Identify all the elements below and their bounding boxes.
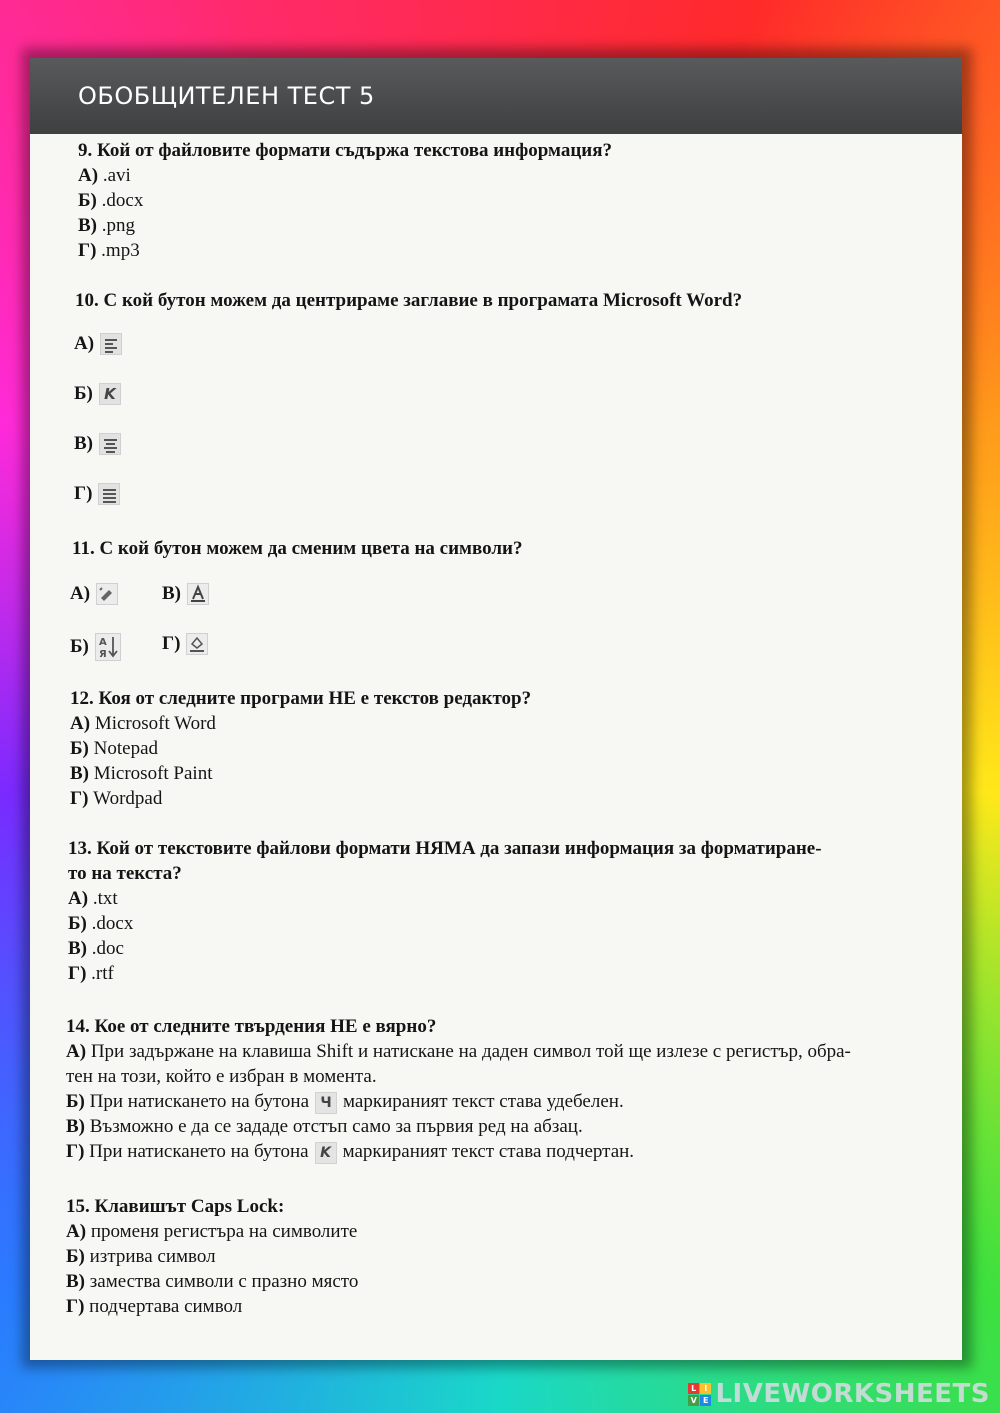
question-13-title-line-2: то на текста? [68, 863, 182, 884]
question-15-option-b[interactable]: Б) изтрива символ [66, 1246, 216, 1267]
question-15-option-a[interactable]: А) променя регистъра на символите [66, 1221, 358, 1242]
question-15-title: 15. Клавишът Caps Lock: [66, 1196, 285, 1217]
underline-key-icon: Ч [315, 1092, 337, 1114]
align-center-icon [99, 433, 121, 455]
svg-text:Я: Я [98, 649, 107, 660]
question-10-option-b[interactable]: Б) K [74, 383, 121, 405]
italic-key-icon: K [315, 1142, 337, 1164]
question-9-option-a[interactable]: А) .avi [78, 165, 131, 186]
question-9-option-d[interactable]: Г) .mp3 [78, 240, 140, 261]
question-9-option-b[interactable]: Б) .docx [78, 190, 144, 211]
question-12-option-a[interactable]: А) Microsoft Word [70, 713, 216, 734]
question-10-option-c[interactable]: В) [74, 433, 121, 455]
page-title: ОБОБЩИТЕЛЕН ТЕСТ 5 [78, 82, 375, 110]
worksheet-page [30, 58, 962, 1360]
question-9 [78, 138, 612, 263]
liveworksheets-watermark [688, 1379, 990, 1409]
justify-icon [98, 483, 120, 505]
svg-text:A: A [98, 637, 107, 648]
question-15-option-c[interactable]: В) замества символи с празно място [66, 1271, 359, 1292]
header-bar [30, 58, 962, 134]
question-11-option-b[interactable]: Б) A Я [70, 633, 121, 661]
text-highlight-icon [96, 583, 118, 605]
question-14 [66, 1014, 946, 1164]
watermark-text: LIVEWORKSHEETS [715, 1379, 990, 1409]
question-14-option-d[interactable]: Г) При натискането на бутона K маркираният текст става подчертан. [66, 1141, 635, 1162]
question-15 [66, 1194, 358, 1319]
question-13-option-a[interactable]: А) .txt [68, 888, 118, 909]
italic-icon: K [99, 383, 121, 405]
question-13-option-d[interactable]: Г) .rtf [68, 963, 114, 984]
question-13-option-b[interactable]: Б) .docx [68, 913, 134, 934]
question-15-option-d[interactable]: Г) подчертава символ [66, 1296, 243, 1317]
question-10-option-d[interactable]: Г) [74, 483, 120, 505]
shading-icon [186, 633, 208, 655]
question-12-title: 12. Коя от следните програми НЕ е текстов редактор? [70, 688, 532, 709]
sort-az-icon [95, 633, 121, 661]
question-9-title: 9. Кой от файловите формати съдържа текстова информация? [78, 140, 613, 161]
question-12-option-c[interactable]: В) Microsoft Paint [70, 763, 213, 784]
question-14-option-c[interactable]: В) Възможно е да се зададе отстъп само за първия ред на абзац. [66, 1116, 583, 1137]
question-13-title-line-1: 13. Кой от текстовите файлови формати НЯМА да запази информация за форматиране- [68, 838, 822, 859]
question-10-title: 10. С кой бутон можем да центрираме заглавие в програмата Microsoft Word? [75, 290, 743, 311]
liveworksheets-logo-icon: L I V E [688, 1383, 711, 1406]
question-12-option-b[interactable]: Б) Notepad [70, 738, 159, 759]
question-11-option-d[interactable]: Г) [162, 633, 208, 655]
question-14-option-b[interactable]: Б) При натискането на бутона Ч маркираният текст става удебелен. [66, 1091, 624, 1112]
question-10-option-a[interactable]: А) [74, 333, 122, 355]
question-9-option-c[interactable]: В) .png [78, 215, 135, 236]
align-left-icon [100, 333, 122, 355]
question-11-option-a[interactable]: А) [70, 583, 118, 605]
question-12 [70, 686, 531, 811]
question-11-title: 11. С кой бутон можем да сменим цвета на символи? [72, 538, 523, 559]
question-13 [68, 836, 822, 986]
question-14-option-a[interactable]: А) При задържане на клавиша Shift и натискане на даден символ той ще излезе с регистър, обра- тен на този, който е избран в момента. [66, 1041, 851, 1087]
question-14-title: 14. Кое от следните твърдения НЕ е вярно? [66, 1016, 437, 1037]
question-13-option-c[interactable]: В) .doc [68, 938, 124, 959]
font-color-icon [187, 583, 209, 605]
question-11-option-c[interactable]: В) [162, 583, 209, 605]
question-12-option-d[interactable]: Г) Wordpad [70, 788, 163, 809]
